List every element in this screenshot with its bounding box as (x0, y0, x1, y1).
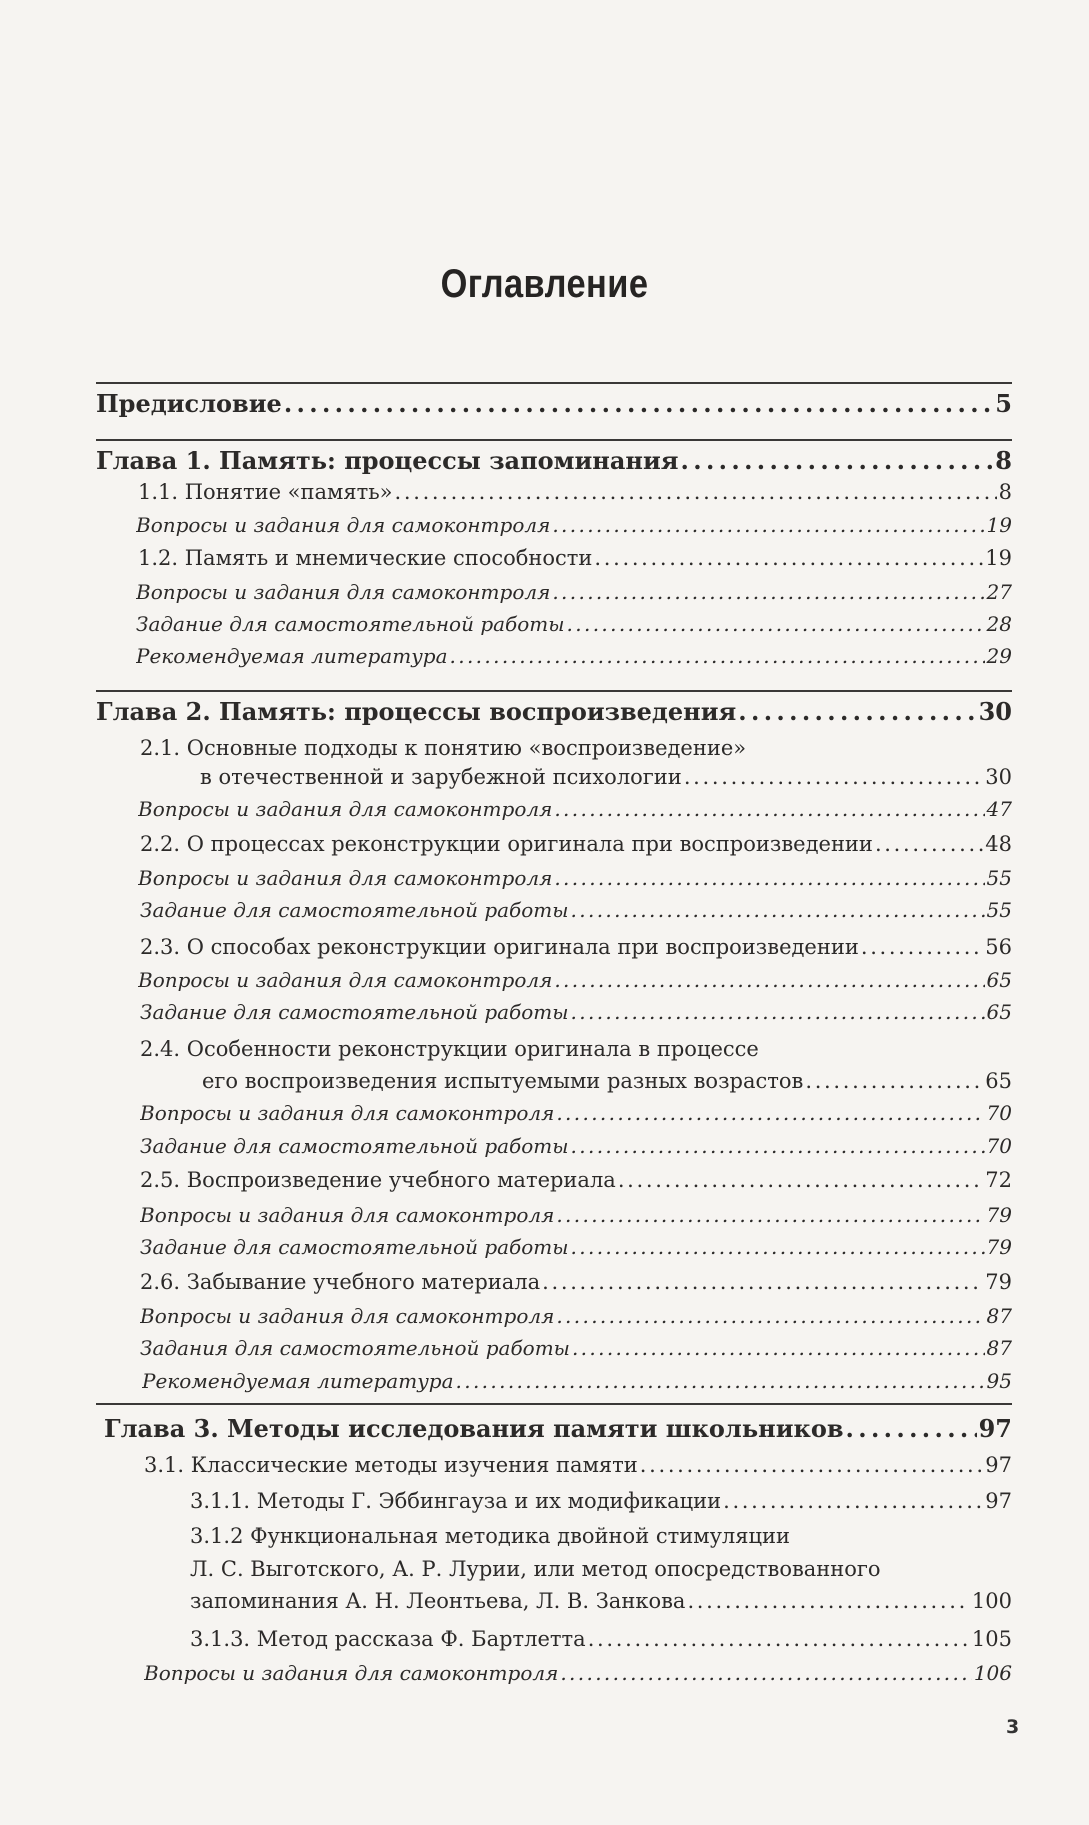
toc-entry-section[interactable] (202, 1069, 1012, 1093)
toc-entry-section[interactable] (140, 1270, 1012, 1294)
toc-entry-questions[interactable] (140, 1304, 1012, 1328)
toc-entry-title: Задания для самостоятельной работы (140, 1336, 570, 1360)
toc-page-number: 100 (971, 1589, 1012, 1613)
toc-entry-title: Задание для самостоятельной работы (140, 1000, 569, 1024)
toc-entry-title: Задание для самостоятельной работы (140, 898, 569, 922)
leader-dots (569, 1000, 985, 1024)
toc-entry-literature[interactable] (136, 644, 1012, 668)
toc-entry-assignment[interactable] (140, 1336, 1012, 1360)
toc-entry-title: Глава 1. Память: процессы запоминания (96, 446, 679, 475)
leader-dots (592, 546, 983, 570)
toc-entry-title: Вопросы и задания для самоконтроля (138, 968, 553, 992)
toc-entry-section[interactable] (138, 480, 1012, 504)
toc-entry-questions[interactable] (138, 866, 1012, 890)
toc-entry-title: 2.3. О способах реконструкции оригинала при воспроизведении (140, 935, 859, 959)
toc-entry-section[interactable] (144, 1453, 1012, 1477)
toc-page-number: 72 (985, 1168, 1012, 1192)
toc-entry-title: 3.1.3. Метод рассказа Ф. Бартлетта (190, 1627, 586, 1651)
toc-entry-assignment[interactable] (136, 612, 1012, 636)
leader-dots (569, 1235, 985, 1259)
toc-entry-title: 3.1. Классические методы изучения памяти (144, 1453, 638, 1477)
toc-entry-subsection[interactable] (190, 1489, 1012, 1513)
toc-entry-title: 2.6. Забывание учебного материала (140, 1270, 541, 1294)
leader-dots (569, 1134, 985, 1158)
leader-dots (540, 1270, 983, 1294)
toc-page-number: 27 (986, 580, 1012, 604)
leader-dots (873, 832, 983, 856)
toc-entry-questions[interactable] (144, 1661, 1012, 1685)
toc-page-number: 56 (985, 935, 1012, 959)
toc-entry-title: 3.1.1. Методы Г. Эббингауза и их модификации (190, 1489, 722, 1513)
toc-entry-title: Задание для самостоятельной работы (140, 1235, 569, 1259)
toc-entry-assignment[interactable] (140, 1000, 1012, 1024)
toc-entry-section[interactable] (138, 546, 1012, 570)
leader-dots (685, 1589, 969, 1613)
toc-entry-section[interactable] (140, 832, 1012, 856)
toc-page-number: 106 (973, 1661, 1012, 1685)
toc-entry-title: Вопросы и задания для самоконтроля (136, 580, 551, 604)
toc-entry-section-line1: 2.1. Основные подходы к понятию «воспроизведение» (140, 736, 747, 760)
toc-entry-subsection[interactable] (190, 1627, 1012, 1651)
toc-entry-section-line1: 2.4. Особенности реконструкции оригинала в процессе (140, 1037, 759, 1061)
leader-dots (554, 1203, 984, 1227)
leader-dots (616, 1168, 983, 1192)
page-title: Оглавление (440, 262, 649, 306)
toc-entry-title: Глава 3. Методы исследования памяти школьников (104, 1414, 844, 1443)
toc-entry-questions[interactable] (140, 1203, 1012, 1227)
leader-dots (721, 1489, 983, 1513)
leader-dots (859, 935, 983, 959)
toc-entry-title: Глава 2. Память: процессы воспроизведения (96, 697, 737, 726)
toc-entry-assignment[interactable] (140, 1134, 1012, 1158)
leader-dots (552, 866, 984, 890)
leader-dots (679, 446, 994, 475)
leader-dots (736, 697, 976, 726)
chapter-divider (96, 439, 1012, 441)
toc-entry-chapter-2[interactable] (96, 697, 1012, 726)
toc-page-number: 29 (986, 644, 1012, 668)
toc-entry-title: Задание для самостоятельной работы (136, 612, 565, 636)
toc-entry-questions[interactable] (138, 797, 1012, 821)
toc-entry-chapter-3[interactable] (104, 1414, 1012, 1443)
toc-entry-literature[interactable] (142, 1369, 1012, 1393)
toc-page-number: 65 (985, 1069, 1012, 1093)
leader-dots (454, 1369, 985, 1393)
toc-page-number: 30 (978, 697, 1012, 726)
toc-entry-assignment[interactable] (140, 1235, 1012, 1259)
leader-dots (558, 1661, 971, 1685)
toc-page-number: 8 (995, 446, 1012, 475)
toc-page-number: 70 (986, 1101, 1012, 1125)
toc-page-number: 97 (978, 1414, 1012, 1443)
toc-page-number: 97 (985, 1489, 1012, 1513)
toc-entry-title: Рекомендуемая литература (142, 1369, 454, 1393)
leader-dots (569, 898, 985, 922)
toc-entry-title: запоминания А. Н. Леонтьева, Л. В. Занкова (190, 1589, 686, 1613)
toc-entry-title: Вопросы и задания для самоконтроля (140, 1101, 555, 1125)
toc-page-number: 79 (985, 1270, 1012, 1294)
toc-page-number: 8 (998, 480, 1012, 504)
toc-entry-section[interactable] (140, 1168, 1012, 1192)
toc-entry-title: Предисловие (96, 389, 282, 418)
toc-entry-questions[interactable] (136, 580, 1012, 604)
toc-entry-title: 1.2. Память и мнемические способности (138, 546, 593, 570)
toc-entry-title: Вопросы и задания для самоконтроля (138, 866, 553, 890)
chapter-divider (96, 382, 1012, 384)
toc-entry-title: 2.5. Воспроизведение учебного материала (140, 1168, 616, 1192)
toc-entry-title: Вопросы и задания для самоконтроля (140, 1203, 555, 1227)
leader-dots (552, 797, 984, 821)
toc-page-number: 30 (985, 765, 1012, 789)
toc-entry-subsection[interactable] (190, 1589, 1012, 1613)
toc-entry-assignment[interactable] (140, 898, 1012, 922)
leader-dots (803, 1069, 983, 1093)
leader-dots (844, 1414, 977, 1443)
toc-page-number: 65 (986, 968, 1012, 992)
leader-dots (586, 1627, 970, 1651)
toc-entry-title: Вопросы и задания для самоконтроля (136, 513, 551, 537)
leader-dots (282, 389, 993, 418)
toc-page-number: 95 (986, 1369, 1012, 1393)
toc-page-number: 79 (986, 1235, 1012, 1259)
toc-entry-subsection-line2: Л. С. Выготского, А. Р. Лурии, или метод опосредствованного (190, 1557, 881, 1581)
leader-dots (448, 644, 985, 668)
toc-entry-title: 2.2. О процессах реконструкции оригинала при воспроизведении (140, 832, 873, 856)
leader-dots (638, 1453, 983, 1477)
toc-page-number: 87 (986, 1336, 1012, 1360)
toc-page-number: 97 (985, 1453, 1012, 1477)
chapter-divider (96, 1403, 1012, 1405)
toc-page-number: 55 (986, 866, 1012, 890)
toc-page-number: 105 (971, 1627, 1012, 1651)
toc-entry-title: 1.1. Понятие «память» (138, 480, 393, 504)
toc-entry-title: Вопросы и задания для самоконтроля (138, 797, 553, 821)
leader-dots (550, 513, 984, 537)
leader-dots (682, 765, 983, 789)
leader-dots (565, 612, 985, 636)
toc-page-number: 65 (986, 1000, 1012, 1024)
toc-entry-title: Вопросы и задания для самоконтроля (140, 1304, 555, 1328)
toc-page-number: 47 (986, 797, 1012, 821)
toc-entry-questions[interactable] (136, 513, 1012, 537)
leader-dots (554, 1101, 984, 1125)
toc-entry-chapter-1[interactable] (96, 446, 1012, 475)
toc-entry-subsection-line1: 3.1.2 Функциональная методика двойной стимуляции (190, 1524, 791, 1548)
toc-page-number: 5 (995, 389, 1012, 418)
toc-entry-title: Рекомендуемая литература (136, 644, 448, 668)
leader-dots (550, 580, 984, 604)
toc-entry-questions[interactable] (138, 968, 1012, 992)
chapter-divider (96, 690, 1012, 692)
toc-page-number: 79 (986, 1203, 1012, 1227)
toc-page-number: 19 (985, 546, 1012, 570)
leader-dots (393, 480, 997, 504)
toc-entry-questions[interactable] (140, 1101, 1012, 1125)
toc-entry-title: Вопросы и задания для самоконтроля (144, 1661, 559, 1685)
leader-dots (554, 1304, 984, 1328)
toc-page-number: 55 (986, 898, 1012, 922)
toc-entry-section[interactable] (200, 765, 1012, 789)
toc-entry-title: Задание для самостоятельной работы (140, 1134, 569, 1158)
toc-entry-title: в отечественной и зарубежной психологии (200, 765, 682, 789)
toc-entry-preface[interactable] (96, 389, 1012, 418)
toc-page-number: 19 (986, 513, 1012, 537)
page-number: 3 (1006, 1716, 1020, 1738)
leader-dots (552, 968, 984, 992)
toc-page-number: 70 (986, 1134, 1012, 1158)
toc-entry-title: его воспроизведения испытуемыми разных возрастов (202, 1069, 804, 1093)
toc-page-number: 28 (986, 612, 1012, 636)
toc-page-number: 87 (986, 1304, 1012, 1328)
toc-entry-section[interactable] (140, 935, 1012, 959)
leader-dots (570, 1336, 985, 1360)
toc-page-number: 48 (985, 832, 1012, 856)
